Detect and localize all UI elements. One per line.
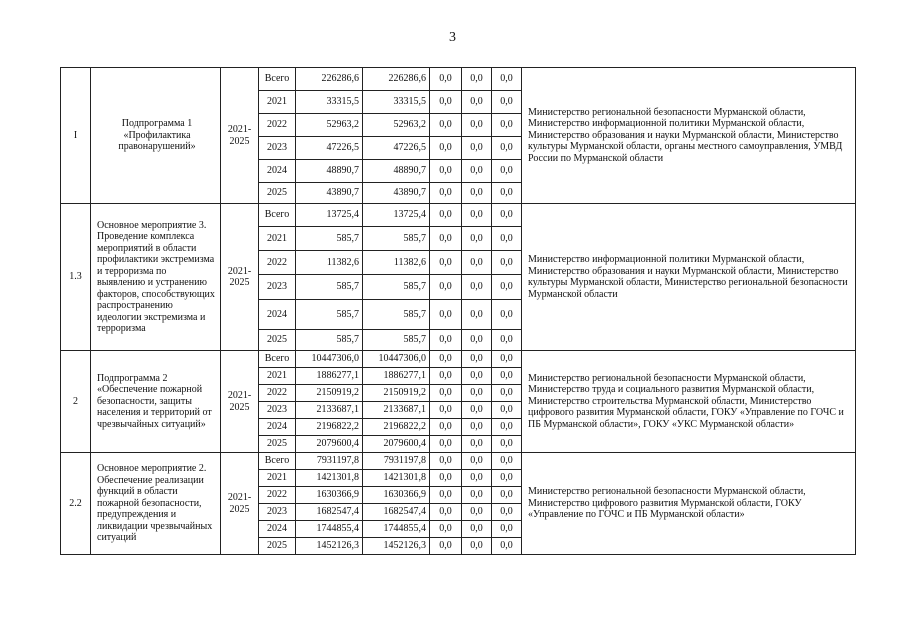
federal-budget-cell: 0,0 bbox=[430, 504, 462, 521]
section-number: I bbox=[61, 68, 91, 204]
other-sources-cell: 0,0 bbox=[492, 68, 522, 91]
regional-budget-cell: 2133687,1 bbox=[363, 402, 430, 419]
federal-budget-cell: 0,0 bbox=[430, 160, 462, 183]
regional-budget-cell: 48890,7 bbox=[363, 160, 430, 183]
regional-budget-cell: 1744855,4 bbox=[363, 521, 430, 538]
year-cell: 2025 bbox=[259, 538, 296, 555]
section-title: Основное мероприятие 2. Обеспечение реализации функций в области пожарной безопасности, предупреждения и ликвидации чрезвычайных ситуаций bbox=[91, 453, 221, 555]
local-budget-cell: 0,0 bbox=[462, 227, 492, 251]
local-budget-cell: 0,0 bbox=[462, 538, 492, 555]
year-cell: 2022 bbox=[259, 251, 296, 275]
year-cell: 2023 bbox=[259, 137, 296, 160]
budget-table bbox=[60, 67, 856, 555]
year-cell: 2025 bbox=[259, 436, 296, 453]
other-sources-cell: 0,0 bbox=[492, 160, 522, 183]
regional-budget-cell: 1630366,9 bbox=[363, 487, 430, 504]
federal-budget-cell: 0,0 bbox=[430, 402, 462, 419]
other-sources-cell: 0,0 bbox=[492, 300, 522, 330]
executors-cell: Министерство региональной безопасности Мурманской области, Министерство цифрового развития Мурманской области, ГОКУ «Управление по ГОЧС и ПБ Мурманской области» bbox=[522, 453, 856, 555]
section-number: 2 bbox=[61, 351, 91, 453]
federal-budget-cell: 0,0 bbox=[430, 538, 462, 555]
executors-cell: Министерство информационной политики Мурманской области, Министерство образования и науки Мурманской области, Министерство культуры Мурманской области, Министерство региональной безопасности Мурманской области bbox=[522, 204, 856, 351]
year-cell: 2022 bbox=[259, 114, 296, 137]
executors-cell: Министерство региональной безопасности Мурманской области, Министерство информационной политики Мурманской области, Министерство образования и науки Мурманской области, Министерство культуры Мурманской области, органы местного самоуправления, УМВД России по Мурманской области bbox=[522, 68, 856, 204]
other-sources-cell: 0,0 bbox=[492, 275, 522, 300]
section-title: Основное мероприятие 3. Проведение комплекса мероприятий в области профилактики экстремизма и терроризма по выявлению и устранению факторов, способствующих распространению идеологии экстремизма и терроризма bbox=[91, 204, 221, 351]
total-cell: 1744855,4 bbox=[296, 521, 363, 538]
local-budget-cell: 0,0 bbox=[462, 68, 492, 91]
other-sources-cell: 0,0 bbox=[492, 227, 522, 251]
total-cell: 585,7 bbox=[296, 330, 363, 351]
year-cell: 2021 bbox=[259, 227, 296, 251]
regional-budget-cell: 1421301,8 bbox=[363, 470, 430, 487]
other-sources-cell: 0,0 bbox=[492, 91, 522, 114]
local-budget-cell: 0,0 bbox=[462, 504, 492, 521]
local-budget-cell: 0,0 bbox=[462, 521, 492, 538]
year-cell: 2024 bbox=[259, 300, 296, 330]
total-cell: 1630366,9 bbox=[296, 487, 363, 504]
section-period: 2021-2025 bbox=[221, 351, 259, 453]
total-cell: 48890,7 bbox=[296, 160, 363, 183]
regional-budget-cell: 1886277,1 bbox=[363, 368, 430, 385]
other-sources-cell: 0,0 bbox=[492, 504, 522, 521]
table-row bbox=[61, 68, 856, 91]
year-cell: 2021 bbox=[259, 368, 296, 385]
year-cell: 2025 bbox=[259, 183, 296, 204]
other-sources-cell: 0,0 bbox=[492, 538, 522, 555]
local-budget-cell: 0,0 bbox=[462, 91, 492, 114]
local-budget-cell: 0,0 bbox=[462, 300, 492, 330]
federal-budget-cell: 0,0 bbox=[430, 470, 462, 487]
local-budget-cell: 0,0 bbox=[462, 330, 492, 351]
federal-budget-cell: 0,0 bbox=[430, 114, 462, 137]
other-sources-cell: 0,0 bbox=[492, 453, 522, 470]
total-cell: 585,7 bbox=[296, 227, 363, 251]
other-sources-cell: 0,0 bbox=[492, 114, 522, 137]
regional-budget-cell: 585,7 bbox=[363, 275, 430, 300]
regional-budget-cell: 2196822,2 bbox=[363, 419, 430, 436]
year-cell: 2023 bbox=[259, 504, 296, 521]
total-cell: 10447306,0 bbox=[296, 351, 363, 368]
regional-budget-cell: 7931197,8 bbox=[363, 453, 430, 470]
section-title: Подпрограмма 2 «Обеспечение пожарной безопасности, защиты населения и территорий от чрезвычайных ситуаций» bbox=[91, 351, 221, 453]
total-cell: 43890,7 bbox=[296, 183, 363, 204]
federal-budget-cell: 0,0 bbox=[430, 436, 462, 453]
year-cell: 2024 bbox=[259, 160, 296, 183]
regional-budget-cell: 10447306,0 bbox=[363, 351, 430, 368]
total-cell: 52963,2 bbox=[296, 114, 363, 137]
regional-budget-cell: 2079600,4 bbox=[363, 436, 430, 453]
other-sources-cell: 0,0 bbox=[492, 487, 522, 504]
other-sources-cell: 0,0 bbox=[492, 436, 522, 453]
local-budget-cell: 0,0 bbox=[462, 160, 492, 183]
local-budget-cell: 0,0 bbox=[462, 453, 492, 470]
page-number: 3 bbox=[449, 30, 456, 45]
local-budget-cell: 0,0 bbox=[462, 275, 492, 300]
federal-budget-cell: 0,0 bbox=[430, 68, 462, 91]
other-sources-cell: 0,0 bbox=[492, 419, 522, 436]
table-row bbox=[61, 204, 856, 227]
regional-budget-cell: 1452126,3 bbox=[363, 538, 430, 555]
federal-budget-cell: 0,0 bbox=[430, 330, 462, 351]
year-cell: 2024 bbox=[259, 419, 296, 436]
local-budget-cell: 0,0 bbox=[462, 204, 492, 227]
year-cell: Всего bbox=[259, 351, 296, 368]
federal-budget-cell: 0,0 bbox=[430, 183, 462, 204]
total-cell: 47226,5 bbox=[296, 137, 363, 160]
local-budget-cell: 0,0 bbox=[462, 183, 492, 204]
other-sources-cell: 0,0 bbox=[492, 368, 522, 385]
local-budget-cell: 0,0 bbox=[462, 114, 492, 137]
other-sources-cell: 0,0 bbox=[492, 521, 522, 538]
year-cell: 2022 bbox=[259, 385, 296, 402]
federal-budget-cell: 0,0 bbox=[430, 275, 462, 300]
regional-budget-cell: 585,7 bbox=[363, 227, 430, 251]
total-cell: 2079600,4 bbox=[296, 436, 363, 453]
federal-budget-cell: 0,0 bbox=[430, 419, 462, 436]
federal-budget-cell: 0,0 bbox=[430, 137, 462, 160]
year-cell: 2023 bbox=[259, 402, 296, 419]
regional-budget-cell: 585,7 bbox=[363, 330, 430, 351]
total-cell: 1886277,1 bbox=[296, 368, 363, 385]
total-cell: 33315,5 bbox=[296, 91, 363, 114]
other-sources-cell: 0,0 bbox=[492, 204, 522, 227]
local-budget-cell: 0,0 bbox=[462, 137, 492, 160]
total-cell: 11382,6 bbox=[296, 251, 363, 275]
other-sources-cell: 0,0 bbox=[492, 351, 522, 368]
total-cell: 7931197,8 bbox=[296, 453, 363, 470]
regional-budget-cell: 2150919,2 bbox=[363, 385, 430, 402]
other-sources-cell: 0,0 bbox=[492, 251, 522, 275]
total-cell: 1452126,3 bbox=[296, 538, 363, 555]
federal-budget-cell: 0,0 bbox=[430, 300, 462, 330]
total-cell: 2196822,2 bbox=[296, 419, 363, 436]
federal-budget-cell: 0,0 bbox=[430, 91, 462, 114]
year-cell: 2022 bbox=[259, 487, 296, 504]
federal-budget-cell: 0,0 bbox=[430, 251, 462, 275]
regional-budget-cell: 47226,5 bbox=[363, 137, 430, 160]
total-cell: 1421301,8 bbox=[296, 470, 363, 487]
local-budget-cell: 0,0 bbox=[462, 487, 492, 504]
local-budget-cell: 0,0 bbox=[462, 251, 492, 275]
total-cell: 585,7 bbox=[296, 300, 363, 330]
other-sources-cell: 0,0 bbox=[492, 330, 522, 351]
year-cell: Всего bbox=[259, 204, 296, 227]
other-sources-cell: 0,0 bbox=[492, 402, 522, 419]
total-cell: 585,7 bbox=[296, 275, 363, 300]
other-sources-cell: 0,0 bbox=[492, 137, 522, 160]
section-number: 2.2 bbox=[61, 453, 91, 555]
table-row bbox=[61, 351, 856, 368]
regional-budget-cell: 43890,7 bbox=[363, 183, 430, 204]
local-budget-cell: 0,0 bbox=[462, 385, 492, 402]
federal-budget-cell: 0,0 bbox=[430, 351, 462, 368]
other-sources-cell: 0,0 bbox=[492, 470, 522, 487]
year-cell: 2023 bbox=[259, 275, 296, 300]
federal-budget-cell: 0,0 bbox=[430, 521, 462, 538]
regional-budget-cell: 33315,5 bbox=[363, 91, 430, 114]
year-cell: Всего bbox=[259, 68, 296, 91]
federal-budget-cell: 0,0 bbox=[430, 368, 462, 385]
regional-budget-cell: 226286,6 bbox=[363, 68, 430, 91]
local-budget-cell: 0,0 bbox=[462, 436, 492, 453]
total-cell: 226286,6 bbox=[296, 68, 363, 91]
total-cell: 2133687,1 bbox=[296, 402, 363, 419]
executors-cell: Министерство региональной безопасности Мурманской области, Министерство труда и социального развития Мурманской области, Министерство строительства Мурманской области, Министерство цифрового развития Мурманской области, ГОКУ «Управление по ГОЧС и ПБ Мурманской области», ГОКУ «УКС Мурманской области» bbox=[522, 351, 856, 453]
federal-budget-cell: 0,0 bbox=[430, 453, 462, 470]
section-number: 1.3 bbox=[61, 204, 91, 351]
total-cell: 1682547,4 bbox=[296, 504, 363, 521]
regional-budget-cell: 585,7 bbox=[363, 300, 430, 330]
federal-budget-cell: 0,0 bbox=[430, 204, 462, 227]
regional-budget-cell: 13725,4 bbox=[363, 204, 430, 227]
year-cell: 2025 bbox=[259, 330, 296, 351]
local-budget-cell: 0,0 bbox=[462, 368, 492, 385]
section-period: 2021-2025 bbox=[221, 453, 259, 555]
table-row bbox=[61, 453, 856, 470]
regional-budget-cell: 52963,2 bbox=[363, 114, 430, 137]
total-cell: 13725,4 bbox=[296, 204, 363, 227]
federal-budget-cell: 0,0 bbox=[430, 385, 462, 402]
section-period: 2021-2025 bbox=[221, 68, 259, 204]
section-title: Подпрограмма 1 «Профилактика правонарушений» bbox=[91, 68, 221, 204]
other-sources-cell: 0,0 bbox=[492, 385, 522, 402]
section-period: 2021-2025 bbox=[221, 204, 259, 351]
year-cell: 2021 bbox=[259, 470, 296, 487]
regional-budget-cell: 11382,6 bbox=[363, 251, 430, 275]
year-cell: Всего bbox=[259, 453, 296, 470]
year-cell: 2021 bbox=[259, 91, 296, 114]
local-budget-cell: 0,0 bbox=[462, 470, 492, 487]
other-sources-cell: 0,0 bbox=[492, 183, 522, 204]
local-budget-cell: 0,0 bbox=[462, 351, 492, 368]
local-budget-cell: 0,0 bbox=[462, 419, 492, 436]
regional-budget-cell: 1682547,4 bbox=[363, 504, 430, 521]
federal-budget-cell: 0,0 bbox=[430, 227, 462, 251]
total-cell: 2150919,2 bbox=[296, 385, 363, 402]
local-budget-cell: 0,0 bbox=[462, 402, 492, 419]
federal-budget-cell: 0,0 bbox=[430, 487, 462, 504]
year-cell: 2024 bbox=[259, 521, 296, 538]
